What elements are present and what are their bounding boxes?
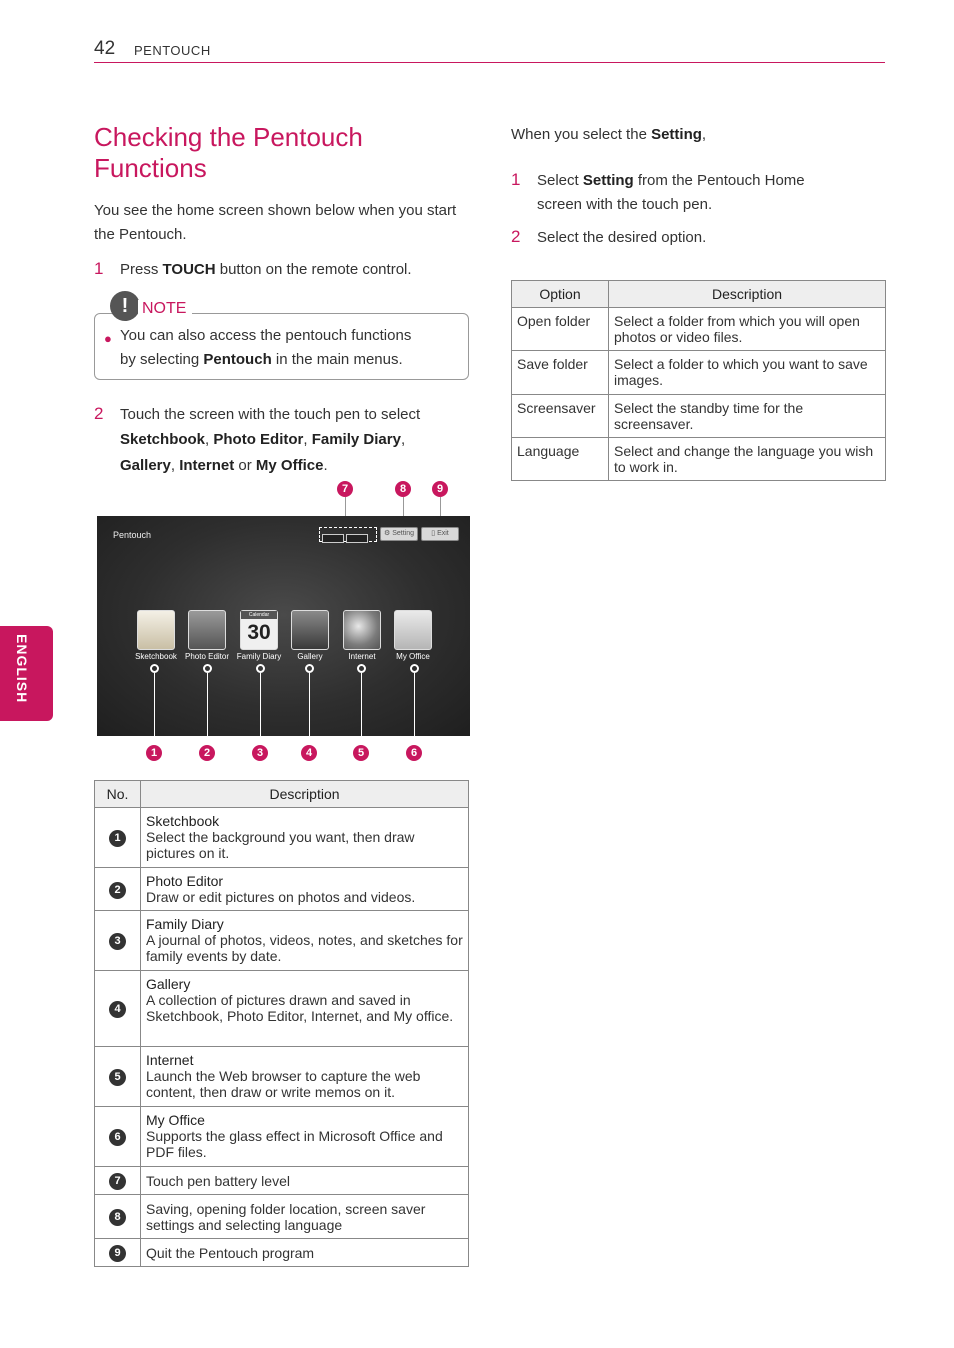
- callout-9: 9: [432, 481, 448, 497]
- app-label: Photo Editor: [184, 652, 230, 661]
- callout-line: [309, 673, 310, 736]
- callout-dot: [256, 664, 265, 673]
- intro-text: You see the home screen shown below when you start the Pentouch.: [94, 202, 457, 243]
- table-row: [512, 308, 886, 351]
- option-desc: Select the standby time for the screensaver.: [609, 395, 886, 438]
- callout-5: 5: [353, 745, 369, 761]
- page-title: Checking the Pentouch Functions: [94, 122, 363, 183]
- callout-3: 3: [252, 745, 268, 761]
- number-badge: 2: [109, 882, 126, 899]
- internet-globe-icon[interactable]: [343, 610, 381, 650]
- option-desc: Select a folder from which you will open photos or video files.: [609, 308, 886, 351]
- option-name: Language: [512, 438, 609, 481]
- function-desc: Select the background you want, then draw pictures on it.: [146, 829, 415, 861]
- gallery-icon[interactable]: [291, 610, 329, 650]
- callout-line: [361, 673, 362, 736]
- function-name: Gallery: [146, 976, 191, 992]
- calendar-day: 30: [247, 621, 271, 644]
- callout-dot: [150, 664, 159, 673]
- table-row: [95, 1239, 469, 1267]
- calendar-label: Calendar: [241, 611, 277, 619]
- language-tab: [0, 626, 53, 721]
- number-badge: 6: [109, 1129, 126, 1146]
- function-name: Photo Editor: [146, 873, 224, 889]
- exclamation-icon: !: [110, 291, 140, 321]
- callout-line: [207, 673, 208, 736]
- number-badge: 4: [109, 1001, 126, 1018]
- number-badge: 5: [109, 1069, 126, 1086]
- note-text: You can also access the pentouch functions by selecting Pentouch in the main menus.: [120, 327, 412, 368]
- door-icon: ▯: [431, 530, 436, 537]
- step-number: 1: [511, 170, 521, 189]
- app-label: Gallery: [297, 652, 323, 661]
- my-office-chart-icon[interactable]: [394, 610, 432, 650]
- callout-8: 8: [395, 481, 411, 497]
- function-desc: A journal of photos, videos, notes, and sketches for family events by date.: [146, 932, 463, 964]
- column-header: Description: [141, 781, 469, 808]
- option-name: Screensaver: [512, 395, 609, 438]
- section-title: PENTOUCH: [134, 43, 211, 58]
- function-desc: Launch the Web browser to capture the web content, then draw or write memos on it.: [146, 1068, 421, 1100]
- page-number: 42: [94, 38, 116, 59]
- function-desc: A collection of pictures drawn and saved in Sketchbook, Photo Editor, Internet, and My office.: [146, 992, 454, 1024]
- column-header: Option: [512, 281, 609, 308]
- table-row: [95, 1195, 469, 1239]
- table-row: [95, 1107, 469, 1167]
- bullet-icon: ●: [104, 331, 112, 346]
- option-desc: Select a folder to which you want to save images.: [609, 351, 886, 395]
- language-tab-label: ENGLISH: [14, 634, 30, 704]
- options-table: [511, 280, 886, 481]
- setting-intro: When you select the Setting,: [511, 126, 707, 143]
- screen-title: Pentouch: [113, 530, 152, 540]
- exit-button[interactable]: ▯ Exit: [421, 527, 459, 541]
- callout-line: [260, 673, 261, 736]
- column-header: No.: [95, 781, 141, 808]
- table-row: [95, 1047, 469, 1107]
- callout-6: 6: [406, 745, 422, 761]
- function-name: Family Diary: [146, 916, 224, 932]
- table-row: [95, 808, 469, 868]
- functions-table: [94, 780, 469, 1267]
- option-name: Open folder: [512, 308, 609, 351]
- setting-step-2: Select the desired option.: [537, 229, 707, 246]
- option-desc: Select and change the language you wish to work in.: [609, 438, 886, 481]
- callout-dot: [357, 664, 366, 673]
- step-1-text: Press TOUCH button on the remote control.: [120, 261, 412, 278]
- option-name: Save folder: [512, 351, 609, 395]
- gear-icon: ⚙: [383, 530, 391, 537]
- table-row: [512, 438, 886, 481]
- note-label: NOTE: [138, 300, 192, 318]
- callout-1: 1: [146, 745, 162, 761]
- number-badge: 1: [109, 830, 126, 847]
- callout-dot: [410, 664, 419, 673]
- callout-line: [154, 673, 155, 736]
- number-badge: 3: [109, 933, 126, 950]
- app-label: Sketchbook: [135, 652, 177, 661]
- step-number: 1: [94, 259, 104, 278]
- sketchbook-icon[interactable]: [137, 610, 175, 650]
- app-label: Internet: [348, 652, 376, 661]
- family-diary-icon[interactable]: [240, 610, 278, 650]
- table-row: [512, 351, 886, 395]
- table-row: [95, 911, 469, 971]
- table-row: [95, 971, 469, 1047]
- callout-2: 2: [199, 745, 215, 761]
- callout-7: 7: [337, 481, 353, 497]
- callout-dot: [305, 664, 314, 673]
- pentouch-home-screen: [97, 516, 470, 736]
- function-desc: Saving, opening folder location, screen saver settings and selecting language: [146, 1200, 426, 1233]
- table-row: [95, 1167, 469, 1195]
- table-row: [95, 868, 469, 911]
- app-label: My Office: [396, 652, 430, 661]
- callout-dot: [203, 664, 212, 673]
- number-badge: 9: [109, 1245, 126, 1262]
- number-badge: 7: [109, 1173, 126, 1190]
- battery-indicator[interactable]: [319, 527, 377, 542]
- step-number: 2: [94, 404, 104, 423]
- step-number: 2: [511, 227, 521, 246]
- column-header: Description: [609, 281, 886, 308]
- function-name: Internet: [146, 1052, 194, 1068]
- function-desc: Draw or edit pictures on photos and videos.: [146, 889, 416, 905]
- function-name: Sketchbook: [146, 813, 220, 829]
- step-2-text: Touch the screen with the touch pen to select Sketchbook, Photo Editor, Family Diary, Gallery, Internet or My Office.: [120, 406, 421, 474]
- function-name: My Office: [146, 1112, 205, 1128]
- function-desc: Quit the Pentouch program: [146, 1244, 315, 1261]
- callout-4: 4: [301, 745, 317, 761]
- app-label: Family Diary: [236, 652, 282, 661]
- function-desc: Supports the glass effect in Microsoft Office and PDF files.: [146, 1128, 443, 1160]
- photo-editor-icon[interactable]: [188, 610, 226, 650]
- header-divider: [94, 62, 885, 63]
- number-badge: 8: [109, 1209, 126, 1226]
- setting-button[interactable]: ⚙ Setting: [380, 527, 418, 541]
- function-desc: Touch pen battery level: [146, 1172, 290, 1189]
- table-row: [512, 395, 886, 438]
- setting-step-1: Select Setting from the Pentouch Home screen with the touch pen.: [537, 172, 805, 213]
- callout-line: [414, 673, 415, 736]
